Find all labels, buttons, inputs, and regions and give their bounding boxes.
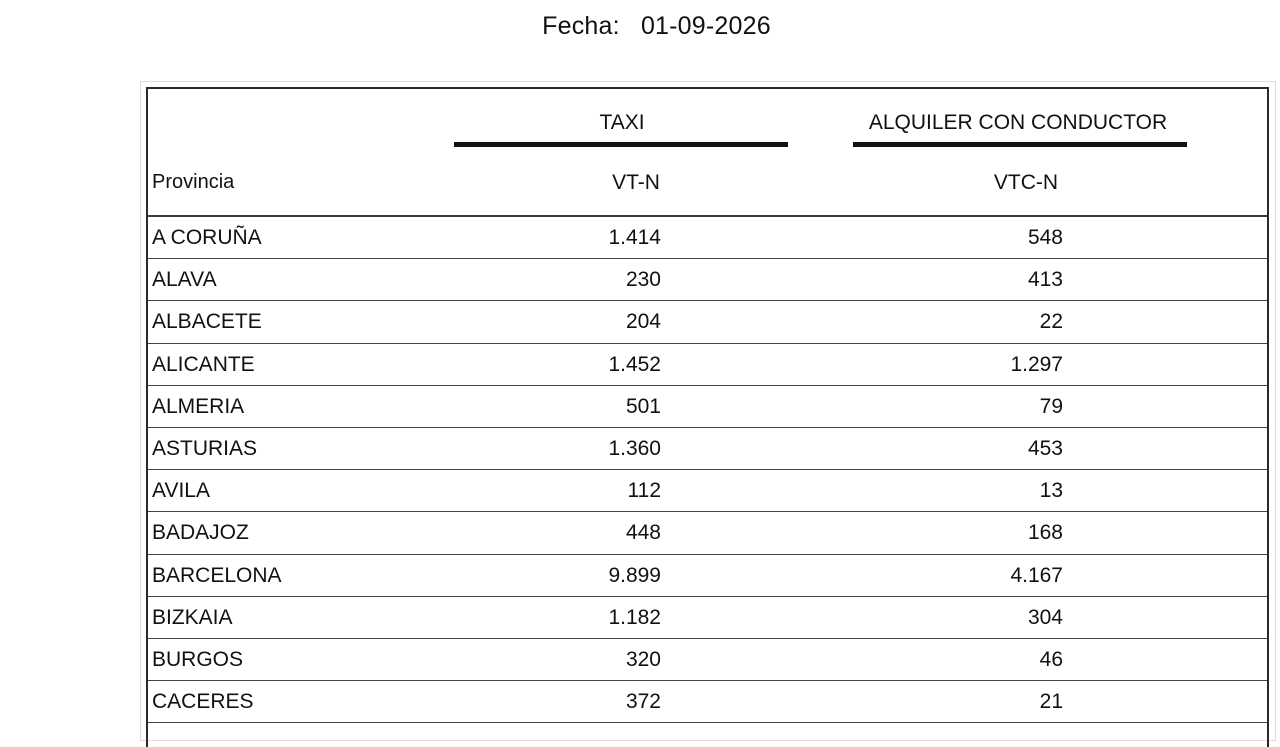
cell-vtc-n: 21 (1039, 690, 1063, 714)
cell-vtc-n: 13 (1039, 479, 1063, 503)
cell-provincia: BADAJOZ (152, 521, 249, 545)
cell-vt-n: 1.182 (608, 605, 661, 629)
table-row (148, 217, 1267, 259)
license-table (146, 87, 1269, 747)
table-row (148, 470, 1267, 512)
table-row (148, 344, 1267, 386)
cell-vt-n: 372 (625, 690, 661, 714)
group-rule-vtc (853, 142, 1187, 147)
cell-provincia: BIZKAIA (152, 605, 233, 629)
report-date (0, 12, 1280, 41)
group-header-taxi: TAXI (599, 111, 645, 134)
cell-vtc-n: 4.167 (1010, 563, 1063, 587)
cell-vt-n: 1.452 (608, 352, 661, 376)
cell-vt-n: 1.414 (608, 226, 661, 249)
cell-vtc-n: 304 (1027, 605, 1063, 629)
cell-vtc-n: 1.297 (1010, 352, 1063, 376)
cell-vt-n: 112 (627, 479, 661, 503)
cell-provincia: ASTURIAS (152, 436, 258, 460)
table-row (148, 555, 1267, 597)
cell-provincia: BARCELONA (152, 563, 282, 587)
cell-provincia: BURGOS (152, 647, 244, 671)
cell-provincia: ALMERIA (152, 394, 245, 418)
table-header (148, 89, 1267, 217)
cell-vtc-n: 79 (1039, 394, 1063, 418)
cell-vtc-n: 22 (1039, 310, 1063, 334)
table-row (148, 681, 1267, 723)
cell-vt-n: 1.360 (608, 436, 661, 460)
cell-vtc-n: 453 (1027, 436, 1063, 460)
table-row (148, 301, 1267, 343)
cell-vtc-n: 548 (1027, 226, 1063, 249)
table-row (148, 386, 1267, 428)
table-row (148, 259, 1267, 301)
cell-vt-n: 9.899 (608, 563, 661, 587)
cell-vtc-n: 46 (1039, 647, 1063, 671)
cell-provincia: ALAVA (152, 268, 217, 292)
column-header-vt-n: VT-N (612, 171, 660, 194)
cell-vt-n: 204 (625, 310, 661, 334)
group-rule-taxi (454, 142, 788, 147)
table-row (148, 428, 1267, 470)
column-header-provincia: Provincia (152, 171, 235, 193)
column-header-vtc-n: VTC-N (993, 171, 1059, 194)
cell-vtc-n: 413 (1027, 268, 1063, 292)
cell-provincia: ALBACETE (152, 310, 262, 334)
cell-provincia: A CORUÑA (152, 226, 262, 249)
cell-provincia: ALICANTE (152, 352, 255, 376)
cell-provincia: CACERES (152, 690, 254, 714)
date-label: Fecha: (542, 12, 620, 40)
table-row (148, 512, 1267, 554)
cell-vt-n: 501 (625, 394, 661, 418)
cell-vt-n: 320 (625, 647, 661, 671)
date-value: 01-09-2026 (640, 12, 771, 40)
cell-provincia: AVILA (152, 479, 210, 503)
cell-vt-n: 230 (625, 268, 661, 292)
table-body (148, 217, 1267, 723)
table-row (148, 639, 1267, 681)
cell-vt-n: 448 (625, 521, 661, 545)
cell-vtc-n: 168 (1027, 521, 1063, 545)
group-header-vtc: ALQUILER CON CONDUCTOR (868, 111, 1168, 134)
table-row (148, 597, 1267, 639)
